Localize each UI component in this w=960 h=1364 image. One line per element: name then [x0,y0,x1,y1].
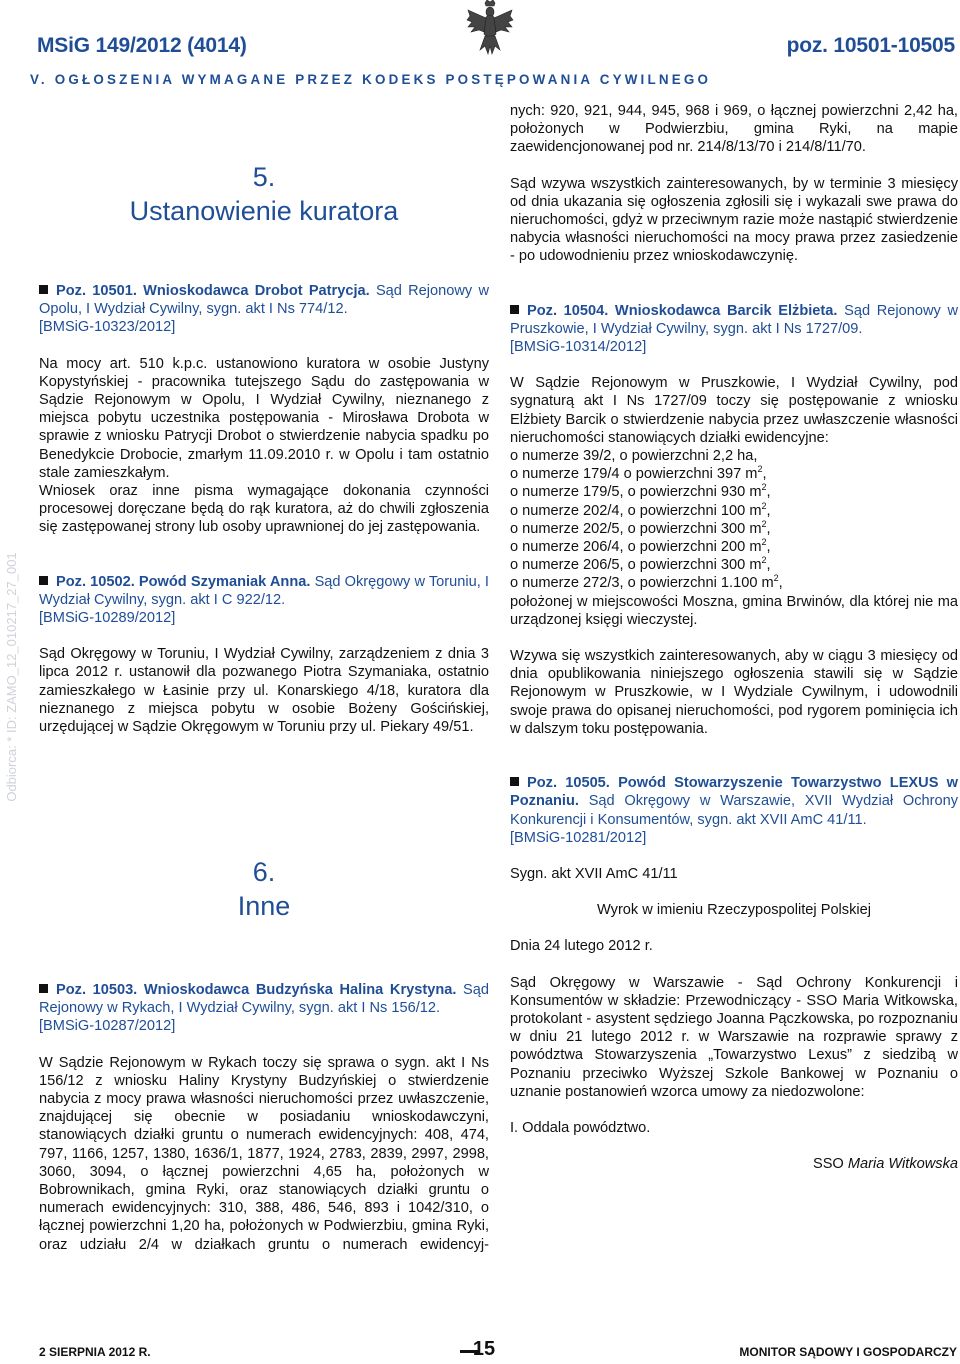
entry-court: Sąd Rejonowy w Pruszkowie, I Wydział Cywilny, sygn. akt I Ns 1727/09. [510,302,959,337]
section-title: Ustanowienie kuratora [129,196,399,226]
entry-court: Sąd Okręgowy w Toruniu, I Wydział Cywilny, sygn. akt I C 922/12. [39,573,489,608]
entry-header [510,302,958,338]
publication-name: MONITOR SĄDOWY I GOSPODARCZY [739,1345,957,1359]
verdict-date: Dnia 24 lutego 2012 r. [510,938,653,955]
list-item: o numerze 206/4, o powierzchni 200 $m^2$, [510,537,771,556]
section-6-heading [39,855,489,923]
left-column-upper [39,282,489,736]
section-title: Inne [237,891,291,921]
entry-10501 [39,282,489,537]
entry-court: Sąd Okręgowy w Warszawie, XVII Wydział Ochrony Konkurencji i Konsumentów, sygn. akt XVII AmC 41/11. [510,793,958,828]
entry-header [39,981,489,1017]
entry-10505 [510,774,958,1173]
list-item: o numerze 272/3, o powierzchni 1.100 $m^2$, [510,573,783,592]
entry-ref: [BMSiG-10287/2012] [39,1018,176,1035]
left-column-lower [39,981,489,1254]
list-item: o numerze 206/5, o powierzchni 300 $m^2$, [510,555,771,574]
bullet-square-icon [510,777,519,786]
entry-paragraph: W Sądzie Rejonowym w Rykach toczy się sprawa o sygn. akt I Ns 156/12 z wniosku Haliny Krystyny Budzyńskiej o stwierdzenie nabycia z mocy prawa własności nieruchomości przez uwłaszczenie, znajdującej się obecnie w posiadaniu wnioskodawczyni, stanowiących działki gruntu o numerach ewidencyjnych: 408, 474, 797, 1166, 1257, 1380, 1636/1, 1877, 1924, 2783, 2839, 2997, 2998, 3060, 3094, o łącznej powierzchni 4,65 ha, położonych w Bobrownikach, gmina Ryki, oraz stanowiących działki gruntu o numerach ewidencyjnych: 310, 388, 486, 546, 893 i 1042/310, o łącznej powierzchni 1,20 ha, położonych w Podwierzbiu, gmina Ryki, oraz udziału 2/4 w działkach gruntu o numerach ewidencyj- [39,1054,489,1253]
entry-title: Poz. 10501. Wnioskodawca Drobot Patrycja. [56,283,370,299]
entry-paragraph: W Sądzie Rejonowym w Pruszkowie, I Wydział Cywilny, pod sygnaturą akt I Ns 1727/09 toczy się postępowanie z wniosku Elżbiety Barcik o stwierdzenie nabycia przez uwłaszczenie własności nieruchomości stanowiących działki ewidencyjne: [510,375,958,446]
entry-ref: [BMSiG-10281/2012] [510,829,647,846]
entry-paragraph: położonej w miejscowości Moszna, gmina Brwinów, dla której nie ma urządzonej księgi wieczystej. [510,593,958,628]
entry-title: Poz. 10504. Wnioskodawca Barcik Elżbieta. [527,302,838,319]
page-number: 15 [472,1338,496,1360]
verdict-heading: Wyrok w imieniu Rzeczypospolitej Polskiej [597,902,871,919]
bullet-square-icon [39,576,48,585]
recipient-watermark: Odbiorca: * ID: ZAMO_12_010217_27_001 [4,552,19,802]
entry-ref: [BMSiG-10289/2012] [39,610,176,627]
verdict-point: I. Oddala powództwo. [510,1119,651,1136]
plot-list [510,447,958,593]
bullet-square-icon [39,984,48,993]
entry-paragraph: Sąd Okręgowy w Warszawie - Sąd Ochrony Konkurencji i Konsumentów w składzie: Przewodniczący - SSO Maria Witkowska, protokolant - asystent sędziego Joanna Pączkowska, po rozpoznaniu w dniu 21 lutego 2012 r. w Warszawie na rozprawie sprawy z powództwa Stowarzyszenia „Towarzystwo Lexus” z siedzibą w Poznaniu przeciwko Wyższej Szkole Bankowej w Poznaniu o uznanie postanowień wzorca umowy za niedozwolone: [510,974,958,1100]
issue-date: 2 SIERPNIA 2012 R. [39,1345,151,1359]
bullet-square-icon [39,285,48,294]
entry-paragraph: Sąd wzywa wszystkich zainteresowanych, by w terminie 3 miesięcy od dnia ukazania się ogłoszenia zgłosili się i wykazali swe prawa do nieruchomości, gdyż w przeciwnym razie może nastąpić stwierdzenie nabycia własności nieruchomości na mocy prawa przez zasiedzenie - po udowodnieniu przez wnioskodawczynię. [510,175,958,265]
list-item: o numerze 202/5, o powierzchni 300 $m^2$, [510,519,771,537]
entry-title: Poz. 10502. Powód Szymaniak Anna. [56,573,311,590]
entry-paragraph: Wniosek oraz inne pisma wymagające dokonania czynności procesowej doręczane będą do rąk kuratora, aż do chwili zgłoszenia się zastępowanej strony lub osoby uprawnionej do jej zastępowania. [39,483,489,536]
entry-10502 [39,573,489,737]
entry-header [39,282,489,318]
entry-ref: [BMSiG-10323/2012] [39,319,176,336]
case-signature: Sygn. akt XVII AmC 41/11 [510,865,678,882]
entry-header [510,774,958,829]
list-item: o numerze 202/4, o powierzchni 100 $m^2$, [510,500,771,519]
entry-10503 [39,981,489,1254]
entry-paragraph: Sąd Okręgowy w Toruniu, I Wydział Cywilny, zarządzeniem z dnia 3 lipca 2012 r. ustanowił dla pozwanego Piotra Szymaniaka, ostatnio zamieszkałego w Łasinie przy ul. Konarskiego 4/18, kuratora dla nieznanego z miejsca pobytu w osobie Bożeny Gościńskiej, urzędującej w Sądzie Okręgowym w Toruniu przy ul. Piekary 49/51. [39,646,489,736]
entry-paragraph-continued: nych: 920, 921, 944, 945, 968 i 969, o łącznej powierzchni 2,42 ha, położonych w Podwierzbiu, gmina Ryki, na mapie zaewidencjonowanej pod nr. 214/8/13/70 i 214/8/11/70. [510,103,958,156]
list-item: o numerze 39/2, o powierzchni 2,2 ha, [510,448,758,465]
entry-court: Sąd Rejonowy w Rykach, I Wydział Cywilny, sygn. akt I Ns 156/12. [39,982,489,1017]
section-heading: V. OGŁOSZENIA WYMAGANE PRZEZ KODEKS POSTĘPOWANIA CYWILNEGO [30,72,712,87]
bullet-square-icon [510,305,519,314]
positions-range: poz. 10501-10505 [786,34,955,57]
polish-eagle-emblem-icon [466,0,514,56]
entry-title: Poz. 10505. Powód Stowarzyszenie Towarzystwo LEXUS w Poznaniu. [510,775,958,810]
list-item: o numerze 179/4 o powierzchni 397 $m^2$, [510,464,767,483]
section-number: 6. [252,857,276,887]
journal-issue: MSiG 149/2012 (4014) [37,34,247,57]
entry-paragraph: Wzywa się wszystkich zainteresowanych, aby w ciągu 3 miesięcy od dnia opublikowania niniejszego ogłoszenia stawili się w Sądzie Rejonowym w Pruszkowie, w I Wydziale Cywilnym, i udowodnili swoje prawa do opisanej nieruchomości, pod rygorem pominięcia ich w dalszym toku postępowania. [510,648,958,737]
entry-10504 [510,302,958,738]
right-column [510,102,958,1173]
entry-title: Poz. 10503. Wnioskodawca Budzyńska Halina Krystyna. [56,982,457,998]
section-5-heading [39,160,489,228]
judge-signature: SSO Maria Witkowska [812,1156,958,1173]
entry-ref: [BMSiG-10314/2012] [510,339,647,356]
entry-header [39,573,489,609]
list-item: o numerze 179/5, o powierzchni 930 $m^2$, [510,482,771,501]
entry-paragraph: Na mocy art. 510 k.p.c. ustanowiono kuratora w osobie Justyny Kopystyńskiej - pracownika tutejszego Sądu do zastępowania w Sądzie Rejonowym w Opolu, I Wydział Cywilny, nieznanego z miejsca pobytu uczestnika postępowania - Mirosława Drobota w sprawie z wniosku Patrycji Drobot o stwierdzenie nabycia spadku po Benedykcie Drobocie, zmarłym 11.09.2010 r. w Opolu i tam ostatnio stale zamieszkałym. [39,355,489,481]
entry-court: Sąd Rejonowy w Opolu, I Wydział Cywilny, sygn. akt I Ns 774/12. [39,283,490,318]
section-number: 5. [252,162,276,192]
